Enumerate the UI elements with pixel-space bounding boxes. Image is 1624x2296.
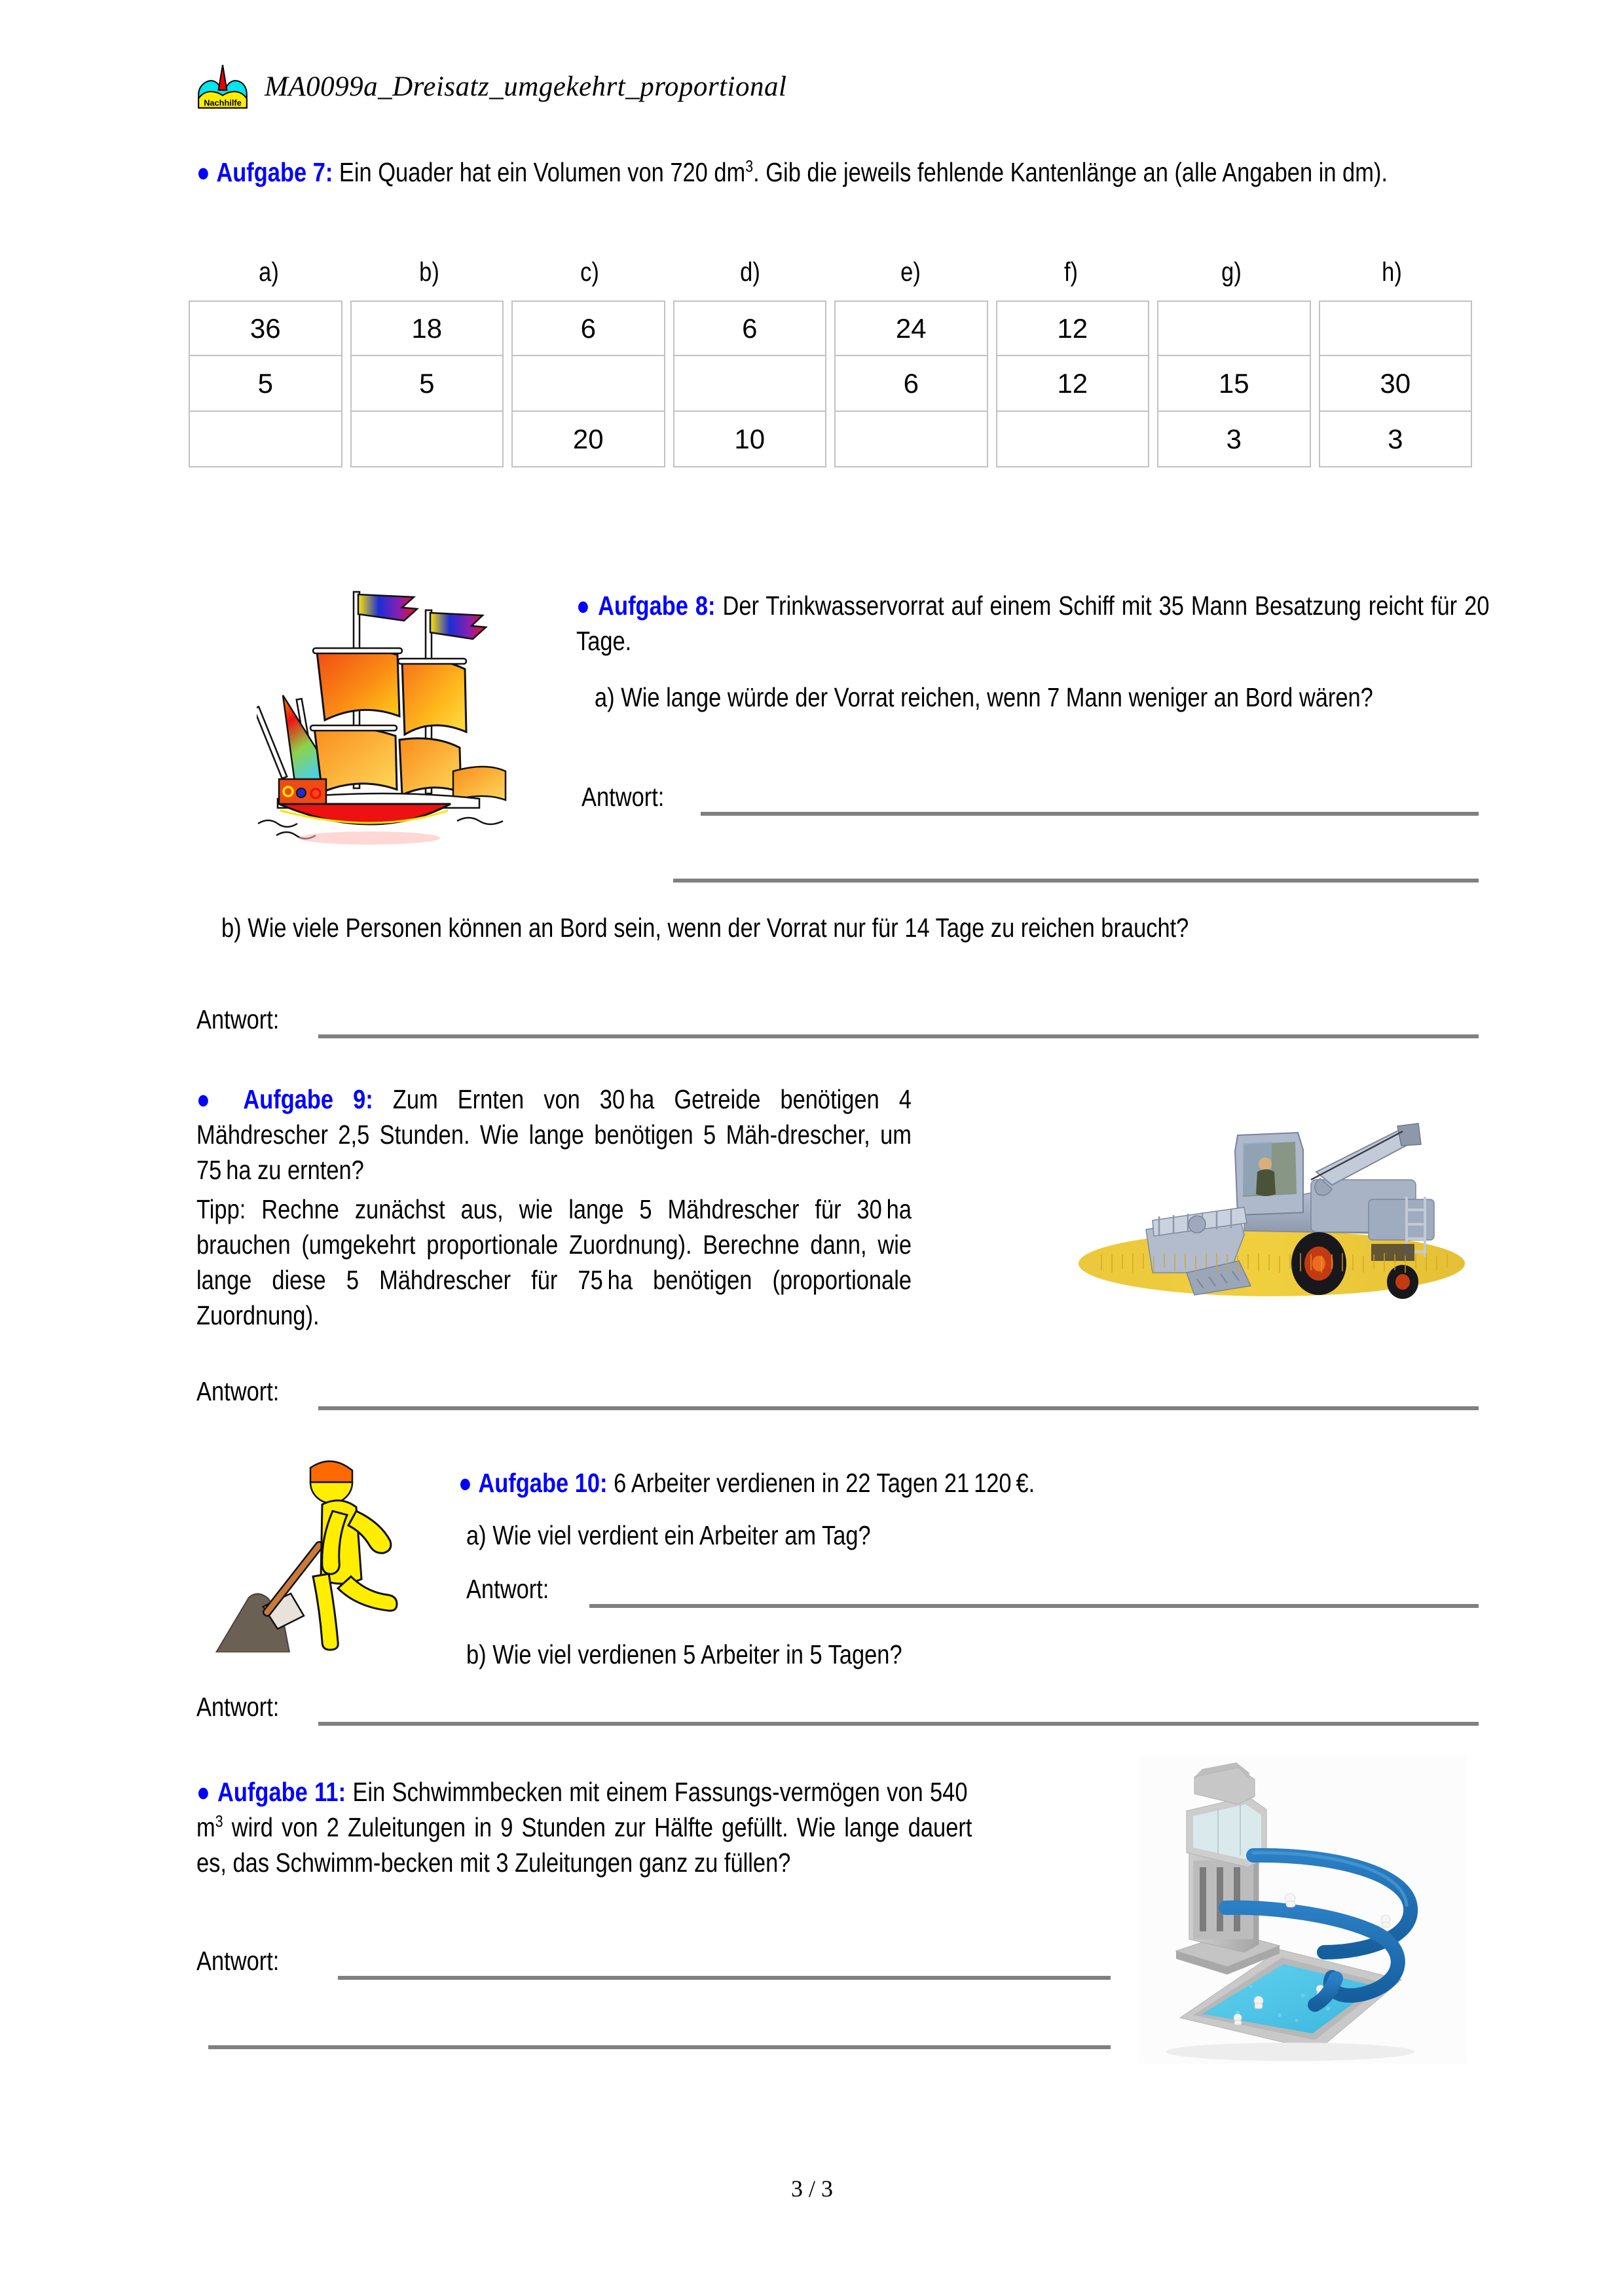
table-cell[interactable]: 3 [1319, 412, 1473, 467]
task-8-label: Aufgabe 8: [598, 591, 716, 621]
page-header [196, 63, 786, 110]
table-cell[interactable]: 3 [1157, 412, 1311, 467]
task-10-body: 6 Arbeiter verdienen in 22 Tagen 21 120 €. [614, 1468, 1035, 1498]
task-11-answer-label: Antwort: [196, 1946, 280, 1976]
table-col-head: c) [580, 257, 599, 287]
table-grid [189, 301, 1472, 467]
task-8-body: Der Trinkwasservorrat auf einem Schiff mit 35 Mann Besatzung reicht für 20 Tage. [576, 591, 1490, 657]
task-10b-question: b) Wie viel verdienen 5 Arbeiter in 5 Tagen? [466, 1639, 902, 1669]
task-9-bullet: ● [196, 1084, 224, 1114]
task-11-exponent: 3 [215, 1812, 223, 1831]
table-column [673, 301, 827, 467]
task-9-label: Aufgabe 9: [243, 1084, 373, 1114]
task-9-answer-label: Antwort: [196, 1376, 280, 1406]
table-cell[interactable] [1319, 301, 1473, 356]
table-cell[interactable] [350, 412, 504, 467]
table-cell[interactable]: 36 [189, 301, 342, 356]
table-column [1319, 301, 1473, 467]
volume-table [189, 257, 1472, 467]
task-8a-answer-line-1[interactable] [701, 812, 1479, 816]
table-col-head: h) [1382, 257, 1402, 287]
table-col-head: f) [1063, 257, 1079, 287]
table-cell[interactable]: 6 [511, 301, 665, 356]
table-cell[interactable]: 5 [350, 356, 504, 412]
table-cell[interactable]: 20 [511, 412, 665, 467]
task-8-bullet: ● [576, 591, 591, 621]
table-cell[interactable]: 30 [1319, 356, 1473, 412]
task-10a-question: a) Wie viel verdient ein Arbeiter am Tag? [466, 1520, 871, 1550]
task-11-body-1: Ein Schwimmbecken mit einem Fassungs-vermögen von 540 m [196, 1777, 972, 1843]
task-10-label: Aufgabe 10: [478, 1468, 608, 1498]
table-col-head: d) [740, 257, 760, 287]
table-column [1157, 301, 1311, 467]
table-cell[interactable] [1157, 301, 1311, 356]
worker-with-shovel-illustration [191, 1448, 432, 1652]
table-cell[interactable]: 5 [189, 356, 342, 412]
task-11-answer-line-2[interactable] [208, 2045, 1111, 2049]
task-7-text [196, 155, 1456, 190]
task-11-body-2: wird von 2 Zuleitungen in 9 Stunden zur Hälfte gefüllt. Wie lange dauert es, das Schwimm-becken mit 3 Zuleitungen ganz zu füllen? [196, 1812, 972, 1878]
task-8a-answer-label: Antwort: [581, 782, 665, 812]
task-7-exponent: 3 [745, 157, 754, 176]
table-cell[interactable] [673, 356, 827, 412]
table-column [511, 301, 665, 467]
table-cell[interactable]: 15 [1157, 356, 1311, 412]
table-cell[interactable]: 6 [834, 356, 988, 412]
table-col-head: a) [259, 257, 279, 287]
task-10a-answer-line[interactable] [589, 1604, 1479, 1608]
table-cell[interactable] [511, 356, 665, 412]
table-cell[interactable]: 6 [673, 301, 827, 356]
task-7-label: Aufgabe 7: [216, 157, 333, 187]
task-10b-answer-line[interactable] [318, 1722, 1479, 1726]
page-number: 3 / 3 [790, 2176, 833, 2202]
task-9-answer-line[interactable] [318, 1406, 1479, 1410]
task-7-body-2: . Gib die jeweils fehlende Kantenlänge an (alle Angaben in dm). [753, 157, 1388, 187]
task-10b-answer-label: Antwort: [196, 1692, 280, 1722]
combine-harvester-illustration [1075, 1095, 1480, 1303]
table-cell[interactable] [996, 412, 1150, 467]
task-7-body-1: Ein Quader hat ein Volumen von 720 dm [339, 157, 746, 187]
document-title: MA0099a_Dreisatz_umgekehrt_proportional [265, 71, 787, 102]
table-column [834, 301, 988, 467]
svg-text:Nachhilfe: Nachhilfe [204, 98, 242, 108]
task-9-body: Zum Ernten von 30 ha Getreide benötigen 4 Mähdrescher 2,5 Stunden. Wie lange benötigen 5 Mäh-drescher, um 75 ha zu ernten? [196, 1084, 912, 1186]
table-column-headers [189, 257, 1472, 287]
table-cell[interactable] [189, 412, 342, 467]
task-7-bullet: ● [196, 157, 210, 187]
table-column [189, 301, 342, 467]
task-9-tipp: Tipp: Rechne zunächst aus, wie lange 5 Mähdrescher für 30 ha brauchen (umgekehrt proportionale Zuordnung). Berechne dann, wie lange diese 5 Mähdrescher für 75 ha benötigen (proportionale Zuordnung). [196, 1194, 912, 1331]
task-9-text [196, 1082, 912, 1188]
task-11-bullet: ● [196, 1777, 211, 1807]
task-11-label: Aufgabe 11: [217, 1777, 346, 1807]
task-10-text [458, 1465, 1338, 1501]
table-col-head: e) [900, 257, 921, 287]
task-8-text [576, 588, 1500, 659]
table-column [996, 301, 1150, 467]
table-cell[interactable]: 12 [996, 356, 1150, 412]
sailing-ship-illustration [257, 571, 526, 854]
task-10-bullet: ● [458, 1468, 472, 1498]
table-column [350, 301, 504, 467]
table-col-head: g) [1221, 257, 1242, 287]
task-11-answer-line-1[interactable] [338, 1976, 1111, 1980]
task-8b-answer-line[interactable] [318, 1034, 1479, 1038]
swimming-pool-with-slide-illustration [1139, 1756, 1467, 2064]
task-8a-question: a) Wie lange würde der Vorrat reichen, wenn 7 Mann weniger an Bord wären? [595, 682, 1373, 712]
table-cell[interactable]: 10 [673, 412, 827, 467]
table-cell[interactable]: 18 [350, 301, 504, 356]
task-10a-answer-label: Antwort: [466, 1574, 549, 1604]
task-8b-answer-label: Antwort: [196, 1004, 280, 1034]
table-col-head: b) [419, 257, 439, 287]
table-cell[interactable]: 12 [996, 301, 1150, 356]
task-8b-question: b) Wie viele Personen können an Bord sein, wenn der Vorrat nur für 14 Tage zu reichen braucht? [221, 913, 1189, 943]
task-8a-answer-line-2[interactable] [673, 879, 1479, 883]
table-cell[interactable]: 24 [834, 301, 988, 356]
task-11-text [196, 1774, 972, 1880]
nachhilfe-logo-icon [196, 63, 249, 110]
table-cell[interactable] [834, 412, 988, 467]
